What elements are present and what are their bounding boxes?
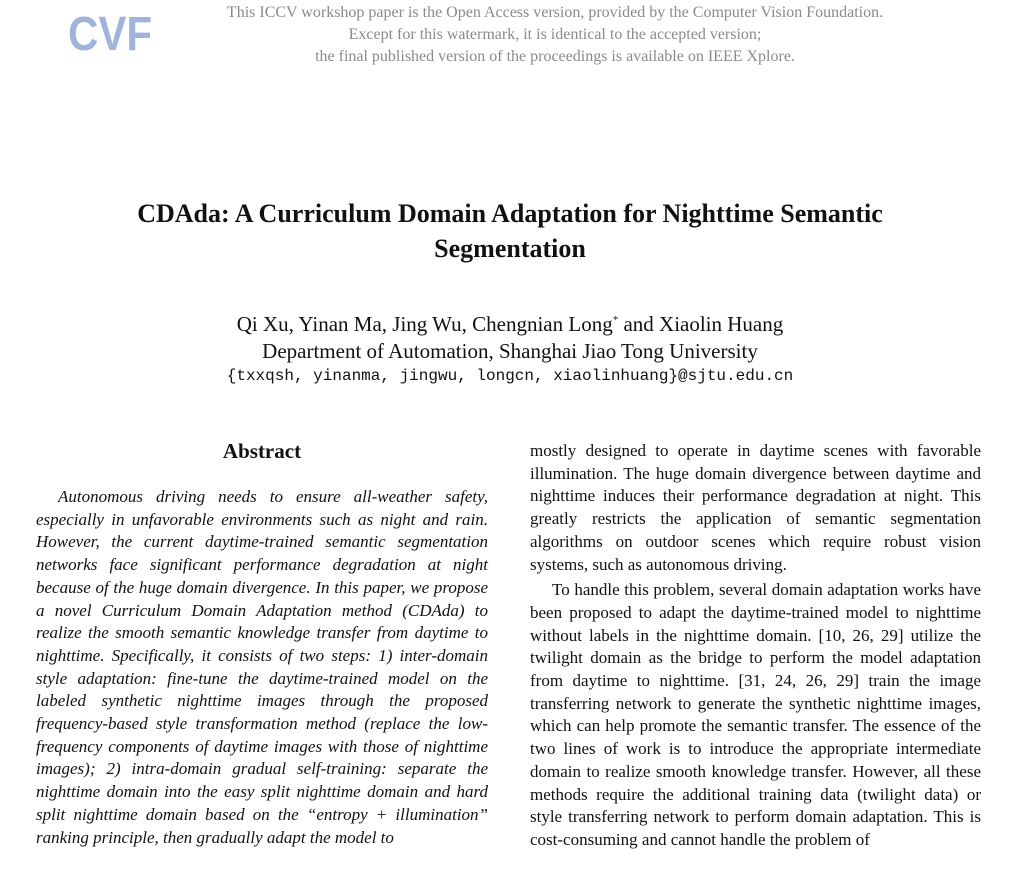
watermark-notice — [170, 2, 940, 68]
affiliation: Department of Automation, Shanghai Jiao Tong University — [262, 339, 758, 363]
introduction-column — [530, 440, 981, 852]
watermark-line-1: This ICCV workshop paper is the Open Access version, provided by the Computer Vision Foundation. — [226, 4, 884, 21]
intro-paragraph-2: To handle this problem, several domain adaptation works have been proposed to adapt the daytime-trained model to nighttime without labels in the nighttime domain. [10, 26, 29] utilize the twilight domain as the bridge to perform the model adaptation from daytime to nighttime. [31, 24, 26, 29] train the image transferring network to generate the synthetic nighttime images, which can help promote the semantic transfer. The essence of the two lines of work is to introduce the appropriate intermediate domain to realize smooth knowledge transfer. However, all these methods require the additional training data (twilight data) or style transferring network to perform domain adaptation. This is cost-consuming and cannot handle the problem of — [530, 580, 981, 849]
paper-title: CDAda: A Curriculum Domain Adaptation for Nighttime Semantic Segmentation — [137, 199, 883, 263]
cvf-logo — [68, 6, 154, 61]
author-names-last: and Xiaolin Huang — [618, 312, 784, 336]
author-names: Qi Xu, Yinan Ma, Jing Wu, Chengnian Long — [236, 312, 613, 336]
watermark-line-2: Except for this watermark, it is identical to the accepted version; — [348, 26, 762, 43]
cvf-logo-text: CVF — [68, 8, 152, 61]
author-list — [60, 307, 960, 338]
intro-paragraph-1: mostly designed to operate in daytime scenes with favorable illumination. The huge domain divergence between daytime and nighttime induces their performance degradation at night. This greatly restricts the application of semantic segmentation algorithms on outdoor scenes which require robust vision systems, such as autonomous driving. — [530, 441, 981, 574]
corresponding-author-mark: * — [612, 314, 619, 326]
author-emails: {txxqsh, yinanma, jingwu, longcn, xiaolinhuang}@sjtu.edu.cn — [226, 367, 794, 385]
author-block — [60, 307, 960, 365]
watermark-line-3: the final published version of the proceedings is available on IEEE Xplore. — [315, 48, 795, 65]
abstract-heading: Abstract — [222, 439, 302, 463]
abstract-text: Autonomous driving needs to ensure all-weather safety, especially in unfavorable environments such as night and rain. However, the current daytime-trained semantic segmentation networks face significant performance degradation at night because of the huge domain divergence. In this paper, we propose a novel Curriculum Domain Adaptation method (CDAda) to realize the smooth semantic knowledge transfer from daytime to nighttime. Specifically, it consists of two steps: 1) inter-domain style adaptation: fine-tune the daytime-trained model on the labeled synthetic nighttime images through the proposed frequency-based style transformation method (replace the low-frequency components of daytime images with those of nighttime images); 2) intra-domain gradual self-training: separate the nighttime domain into the easy split nighttime domain and hard split nighttime domain based on the “entropy + illumination” ranking principle, then gradually adapt the model to — [36, 487, 488, 847]
